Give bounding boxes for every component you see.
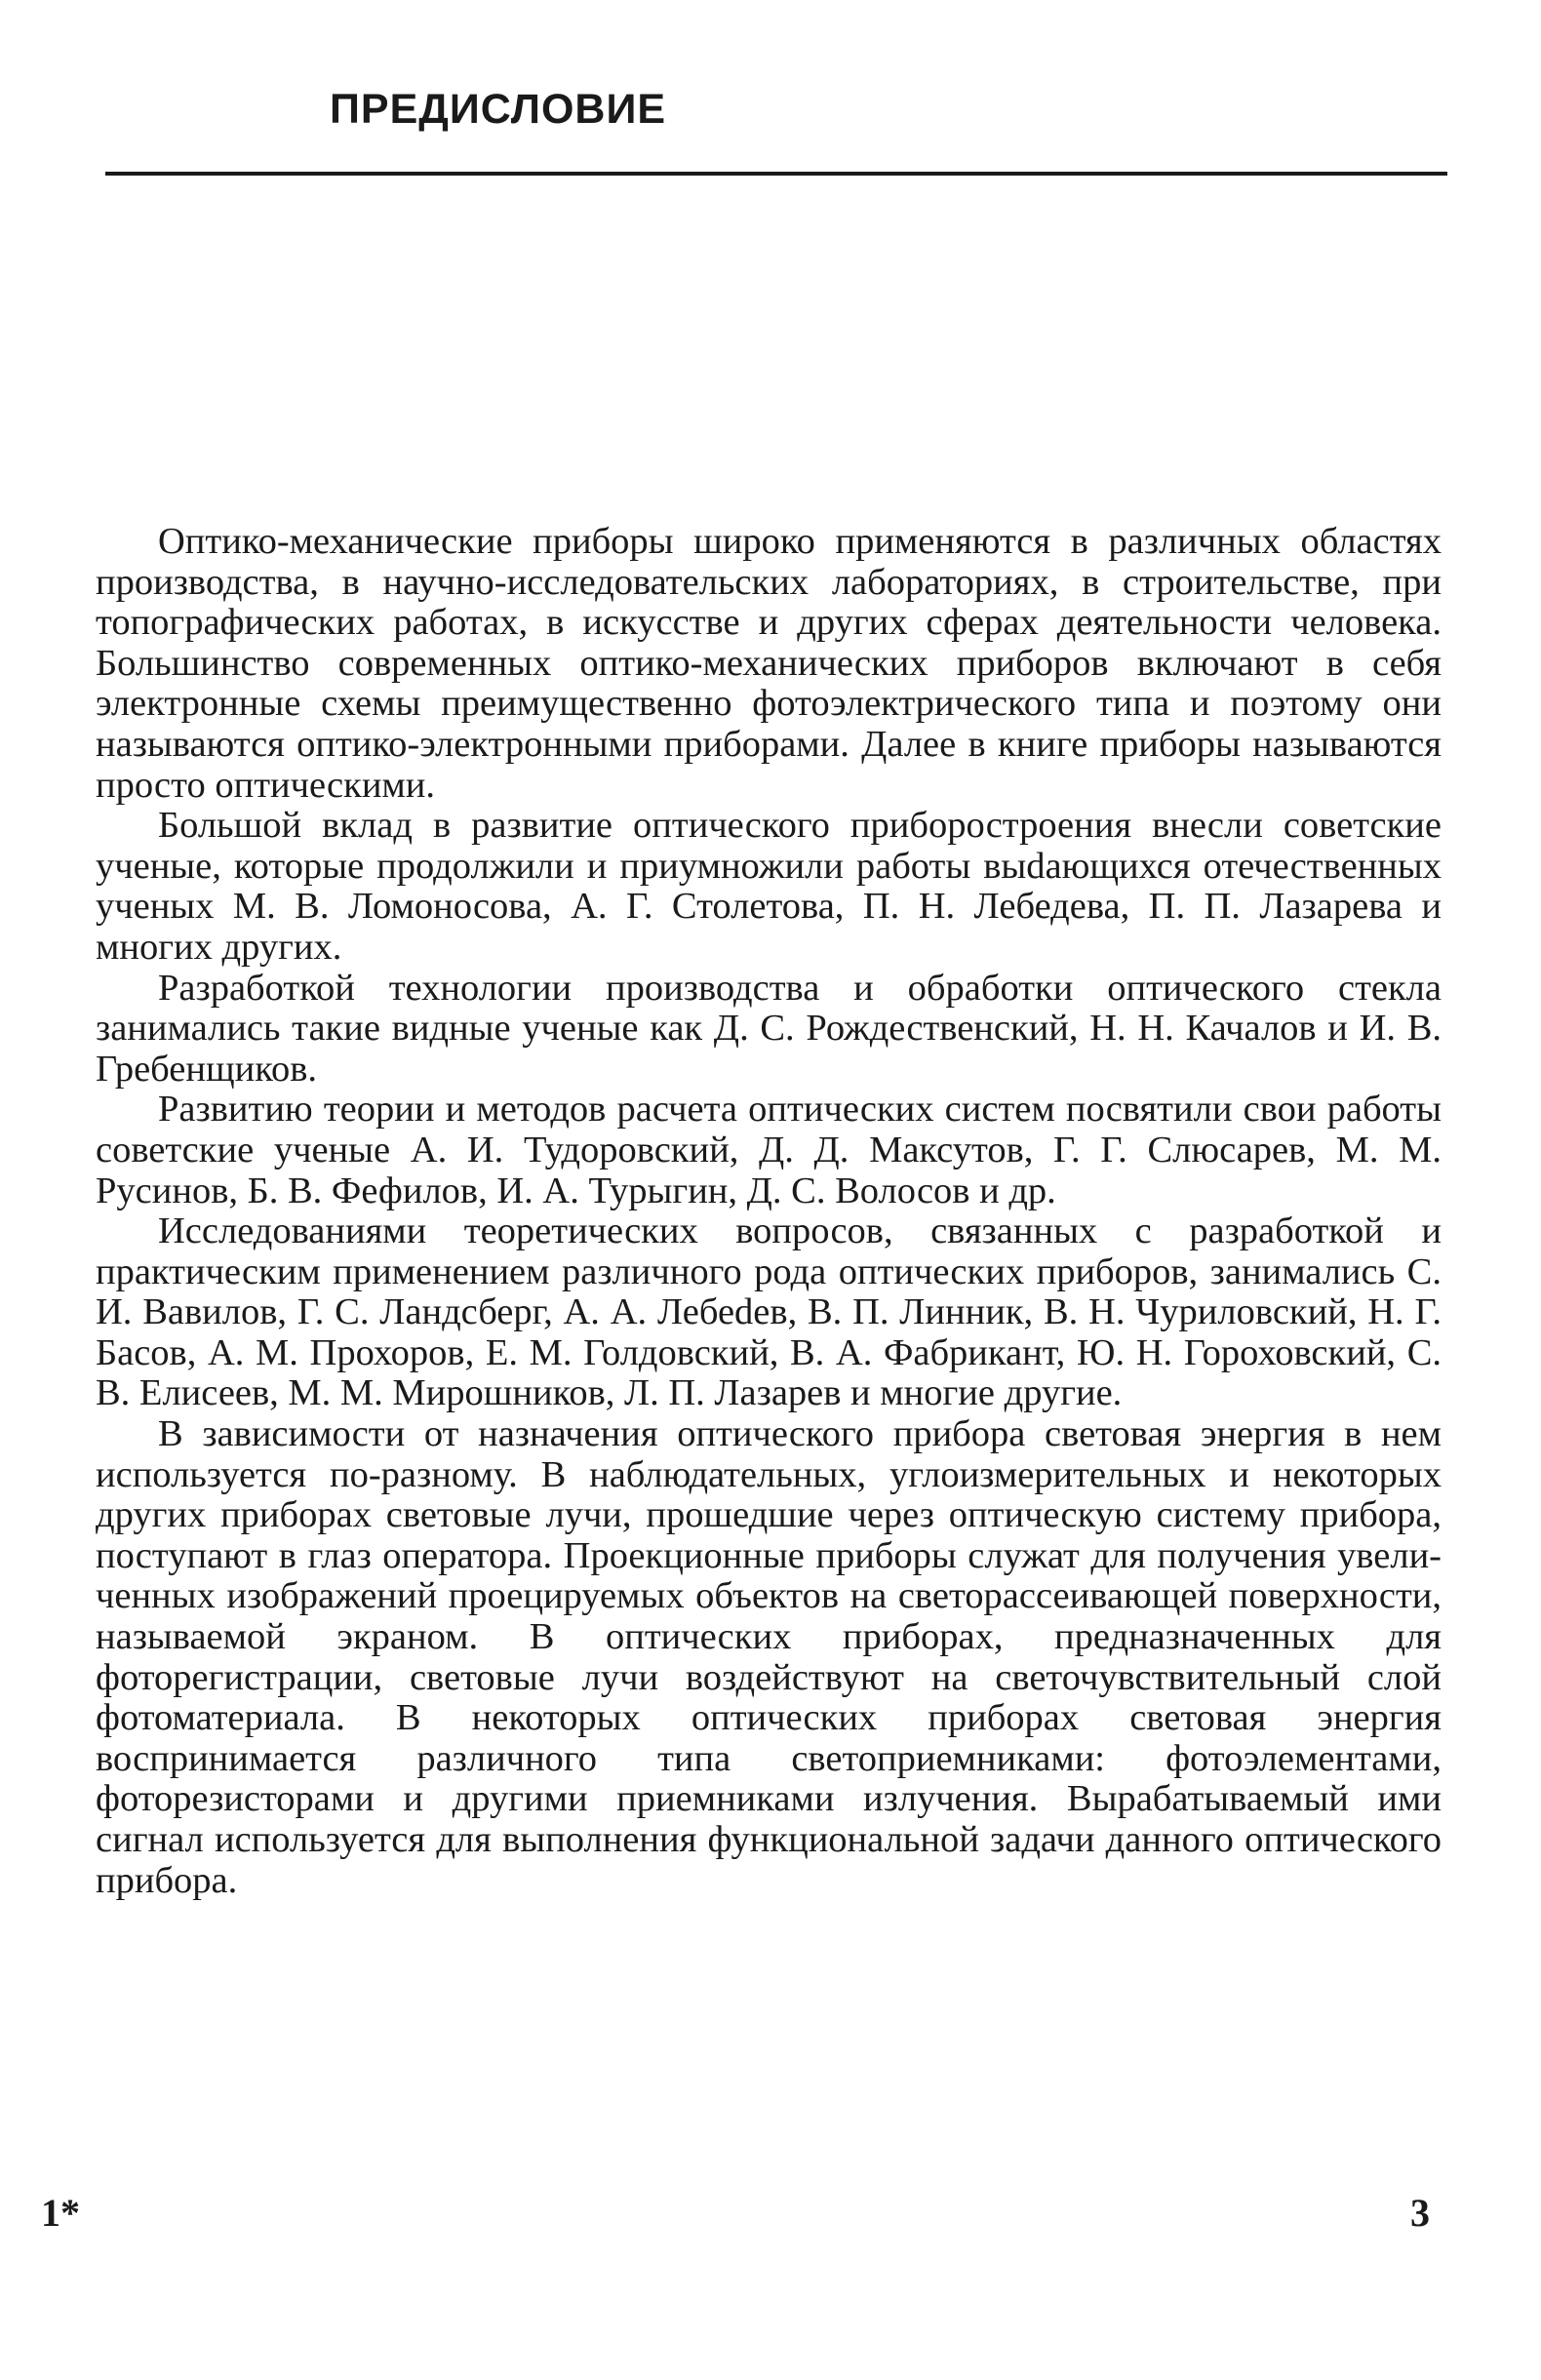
paragraph-5: Исследованиями теоретических вопросов, связанных с разработкой и практическим применением различного рода оптических приборов, занимались С. И. Вавилов, Г. С. Ландсберг, А. А. Лебеdев, В. П. Линник, В. Н. Чуриловский, Н. Г. Басов, А. М. Прохоров, Е. М. Голдовский, В. А. Фабрикант, Ю. Н. Гороховский, С. В. Елисеев, М. М. Мирошников, Л. П. Лазарев и многие другие. [96, 1210, 1442, 1414]
signature-mark: 1* [41, 2191, 80, 2235]
paragraph-1: Оптико-механические приборы широко применяются в различных областях производства, в научно-исследовательских лабораториях, в строительстве, при топографических работах, в искусстве и других сферах деятельности человека. Большинство современных оптико-механических приборов включают в себя электронные схемы преимущественно фотоэлектрического типа и поэтому они называются оптико-электронными приборами. Далее в книге приборы называются просто оптическими. [96, 521, 1442, 806]
page-number: 3 [1410, 2191, 1430, 2235]
title-divider [105, 172, 1447, 176]
page-title: ПРЕДИСЛОВИЕ [330, 86, 667, 133]
body-text [96, 522, 1442, 1901]
paragraph-2: Большой вклад в развитие оптического приборостроения внесли советские ученые, которые продолжили и приумножили работы выdающихся отечественных ученых М. В. Ломоносова, А. Г. Столетова, П. Н. Лебедева, П. П. Лазарева и многих других. [96, 805, 1442, 968]
paragraph-3: Разработкой технологии производства и обработки оптического стекла занимались такие видные ученые как Д. С. Рождественский, Н. Н. Качалов и И. В. Гребенщиков. [96, 967, 1442, 1090]
paragraph-4: Развитию теории и методов расчета оптических систем посвятили свои работы советские ученые А. И. Тудоровский, Д. Д. Максутов, Г. Г. Слюсарев, М. М. Русинов, Б. В. Фефилов, И. А. Турыгин, Д. С. Волосов и др. [96, 1089, 1442, 1211]
paragraph-6: В зависимости от назначения оптического прибора световая энергия в нем используется по-разному. В наблюдательных, углоизмерительных и некоторых других приборах световые лучи, прошедшие через оптическую систему прибора, поступают в глаз оператора. Проекционные приборы служат для получения увеличенных изображений проецируемых объектов на светорассеивающей поверхности, называемой экраном. В оптических приборах, предназначенных для фоторегистрации, световые лучи воздействуют на светочувствительный слой фотоматериала. В некоторых оптических приборах световая энергия воспринимается различного типа светоприемниками: фотоэлементами, фоторезисторами и другими приемниками излучения. Вырабатываемый ими сигнал используется для выполнения функциональной задачи данного оптического прибора. [96, 1413, 1442, 1901]
